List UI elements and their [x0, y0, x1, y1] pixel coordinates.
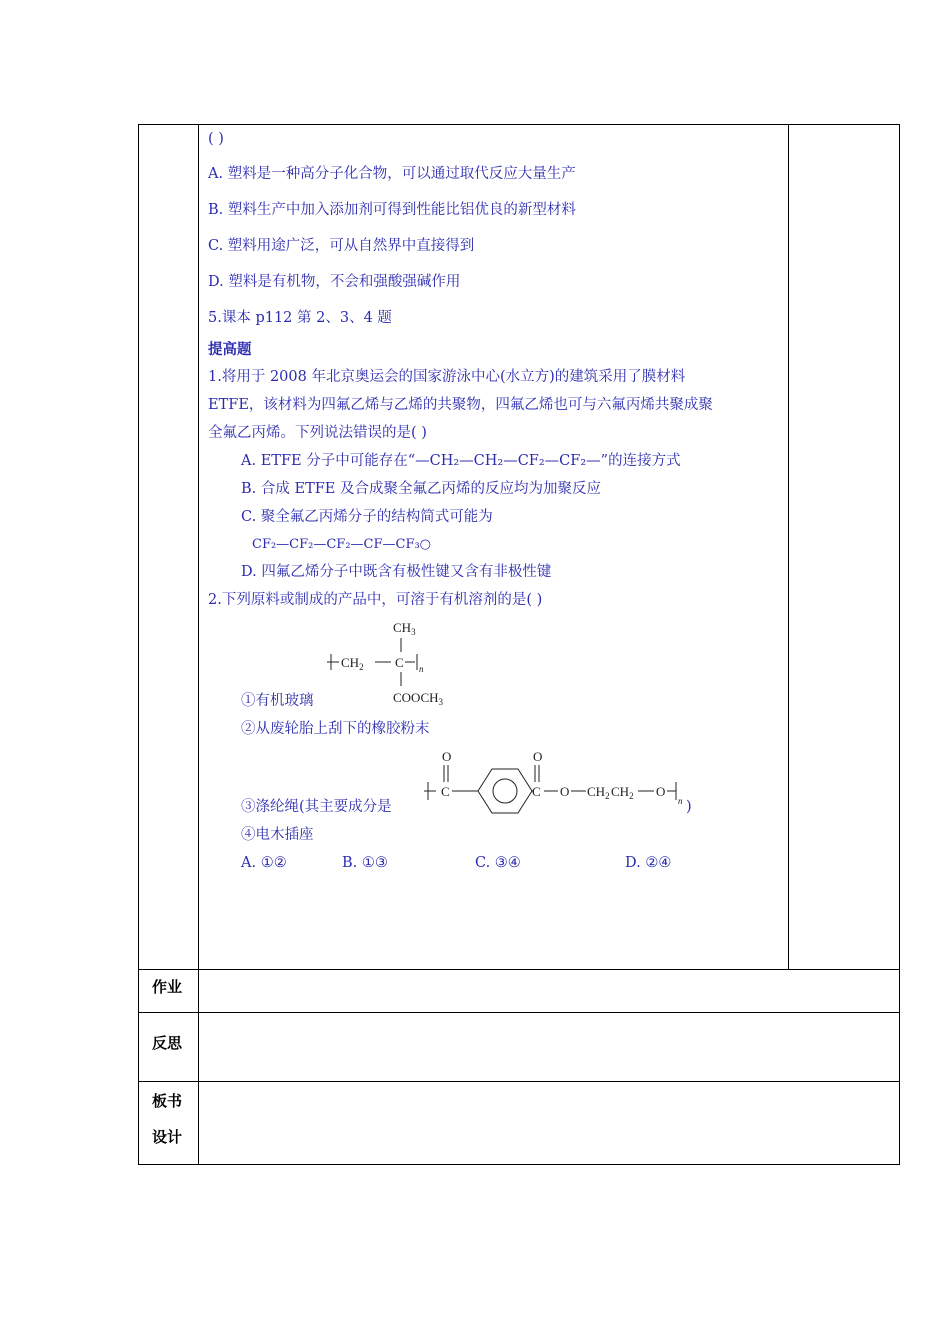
- adv-q1-option-b: B. 合成 ETFE 及合成聚全氟乙丙烯的反应均为加聚反应: [241, 481, 601, 497]
- f1-n: n: [419, 664, 424, 674]
- table-top-border: [138, 124, 900, 125]
- f1-bottom-group: $COOCH_3$: [393, 690, 444, 707]
- f2-end-o: O: [656, 784, 666, 799]
- adv-q1-option-c: C. 聚全氟乙丙烯分子的结构简式可能为: [241, 509, 493, 525]
- f2-n: n: [678, 796, 683, 806]
- q4-option-d: D. 塑料是有机物，不会和强酸强碱作用: [208, 274, 461, 290]
- f2-carbonyl-o1: O: [442, 749, 452, 764]
- answer-choice-d: D. ②④: [625, 855, 672, 871]
- row-label-homework: 作业: [152, 978, 183, 996]
- answer-choice-b: B. ①③: [342, 855, 388, 871]
- adv-q1-line-3: 全氟乙丙烯。下列说法错误的是( ): [208, 425, 427, 441]
- pet-structure-formula: [420, 744, 695, 814]
- f2-carbonyl-o2: O: [533, 749, 543, 764]
- f2-carbon-2: C: [532, 784, 541, 799]
- f2-ch2-a: $CH_2$: [587, 784, 610, 801]
- row-label-board-1: 板书: [152, 1092, 183, 1110]
- answer-choice-c: C. ③④: [475, 855, 521, 871]
- advanced-heading: 提高题: [208, 342, 252, 358]
- item-4: ④电木插座: [241, 827, 314, 843]
- item-1: ①有机玻璃: [241, 693, 314, 709]
- row-label-board-2: 设计: [152, 1128, 183, 1146]
- question-5: 5.课本 p112 第 2、3、4 题: [208, 310, 392, 326]
- table-bottom-border: [138, 1164, 900, 1165]
- label-column-divider: [198, 124, 199, 1165]
- notes-column-divider: [788, 124, 789, 970]
- f1-left-group: $CH_2$: [341, 655, 364, 672]
- row-divider-reflection: [138, 1012, 900, 1013]
- table-right-border: [899, 124, 900, 1165]
- f2-carbon-1: C: [441, 784, 450, 799]
- adv-q1-option-d: D. 四氟乙烯分子中既含有极性键又含有非极性键: [241, 564, 552, 580]
- answer-paren: ( ): [208, 131, 224, 147]
- row-divider-homework: [138, 969, 900, 970]
- f2-ester-o: O: [560, 784, 570, 799]
- adv-q1-line-2: ETFE，该材料为四氟乙烯与乙烯的共聚物，四氟乙烯也可与六氟丙烯共聚成聚: [208, 397, 713, 413]
- item-3: ③涤纶绳(其主要成分是: [241, 799, 392, 815]
- q4-option-c: C. 塑料用途广泛，可从自然界中直接得到: [208, 238, 475, 254]
- row-divider-board: [138, 1081, 900, 1082]
- adv-q1-option-c-formula: CF₂—CF₂—CF₂—CF—CF₃○: [252, 537, 432, 552]
- q4-option-b: B. 塑料生产中加入添加剂可得到性能比铝优良的新型材料: [208, 202, 576, 218]
- f1-center-carbon: C: [395, 655, 404, 670]
- pmma-structure-formula: [325, 616, 465, 708]
- row-label-reflection: 反思: [152, 1034, 183, 1052]
- f2-ch2-b: $CH_2$: [611, 784, 634, 801]
- adv-q2-stem: 2.下列原料或制成的产品中，可溶于有机溶剂的是( ): [208, 592, 543, 608]
- adv-q1-option-a: A. ETFE 分子中可能存在“—CH₂—CH₂—CF₂—CF₂—”的连接方式: [241, 453, 681, 469]
- q4-option-a: A. 塑料是一种高分子化合物，可以通过取代反应大量生产: [208, 166, 576, 182]
- adv-q1-line-1: 1.将用于 2008 年北京奥运会的国家游泳中心(水立方)的建筑采用了膜材料: [208, 369, 686, 385]
- table-left-border: [138, 124, 139, 1165]
- answer-choice-a: A. ①②: [241, 855, 287, 871]
- item-3-close: ): [686, 799, 692, 815]
- f1-top-group: $CH_3$: [393, 620, 416, 637]
- item-2: ②从废轮胎上刮下的橡胶粉末: [241, 721, 430, 737]
